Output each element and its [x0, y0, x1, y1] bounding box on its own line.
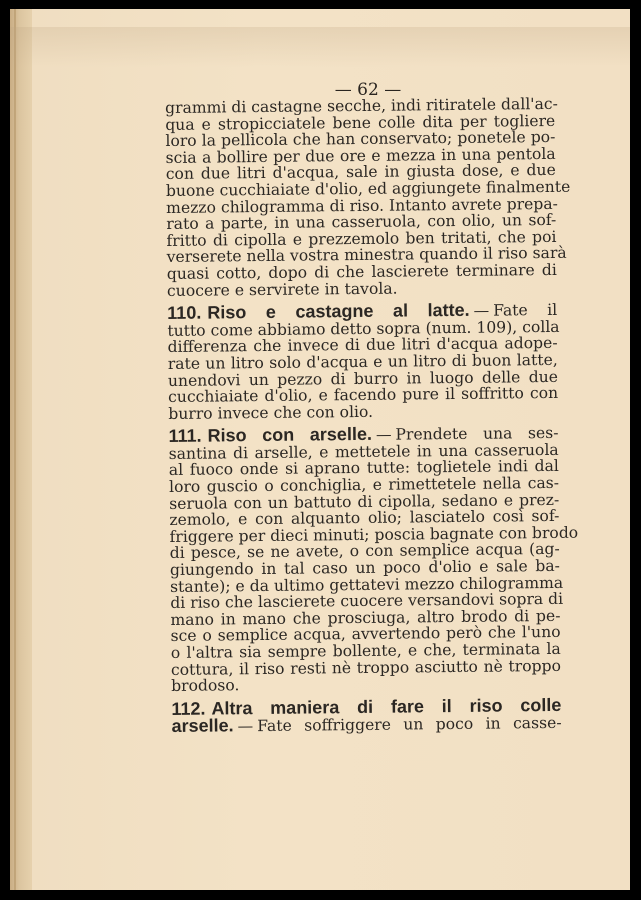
text-fragment: Fate soffriggere un poco in casse-: [257, 714, 562, 736]
text-line: mezzo chilogramma di riso. Intanto avrete prepa-: [166, 194, 558, 217]
text-line: rato a parte, in una casseruola, con olio, un sof-: [166, 211, 557, 234]
text-line: loro guscio o conchiglia, e rimettetele nella cas-: [168, 473, 560, 497]
recipe-title: Altra maniera di fare il riso colle: [211, 694, 562, 719]
page-number: — 62 —: [334, 80, 402, 100]
text-line: differenza che invece di due litri d'acqua adope-: [167, 334, 558, 357]
text-line: tutto come abbiamo detto sopra (num. 109), colla: [167, 317, 560, 340]
text-line: al fuoco onde si aprano tutte: toglietele indi dal: [168, 457, 559, 480]
text-line: di pesce, se ne avete, o con semplice acqua (ag-: [169, 540, 560, 563]
text-line: cuocere e servirete in tavola.: [166, 279, 398, 300]
text-line: brodoso.: [171, 676, 240, 696]
text-line: cottura, il riso resti nè troppo asciutto nè troppo: [170, 656, 562, 679]
text-fragment: Fate il: [493, 301, 558, 320]
text-line: giungendo in tal caso un poco d'olio e sale ba-: [169, 556, 560, 580]
page-text: [164, 94, 579, 737]
recipe-title: Riso e castagne al latte.: [207, 299, 470, 323]
recipe-number: 111.: [168, 425, 202, 447]
text-line: cucchiaiate d'olio, e facendo pure il soffritto con: [168, 383, 559, 407]
em-dash: —: [237, 717, 254, 736]
book-spine: [10, 9, 32, 890]
text-line: fritto di cipolla e prezzemolo ben tritati, che poi: [166, 227, 557, 250]
spine-crease: [14, 9, 16, 890]
recipe-number: 112.: [171, 698, 206, 719]
text-line: grammi di castagne secche, indi ritiratele dall'ac-: [164, 94, 558, 117]
text-line: loro la pellicola che han conservato; ponetele po-: [165, 128, 556, 151]
text-line: burro invece che con olio.: [168, 402, 374, 423]
text-line: friggere per dieci minuti; poscia bagnate con brodo: [169, 523, 579, 546]
text-line: rate un litro solo d'acqua e un litro di buon latte,: [167, 350, 558, 373]
page-stain: [10, 27, 630, 67]
text-line: mano in mano che prosciuga, altro brodo di pe-: [170, 606, 561, 629]
text-fragment: Prendete una ses-: [395, 424, 559, 444]
text-line: sce o semplice acqua, avvertendo però che l'uno: [170, 623, 561, 646]
em-dash: —: [375, 425, 392, 445]
text-line: quasi cotto, dopo di che lascierete terminare di: [166, 260, 557, 283]
text-line: verserete nella vostra minestra quando il riso sarà: [166, 244, 567, 267]
text-line: unendovi un pezzo di burro in luogo delle due: [167, 367, 559, 390]
text-line: di riso che lascierete cuocere versandovi sopra di: [170, 590, 564, 613]
recipe-title: Riso con arselle.: [207, 424, 373, 446]
text-line: zemolo, e con alquanto olio; lasciatelo così sof-: [169, 507, 560, 530]
recipe-title-continued: arselle.: [171, 715, 234, 737]
text-line: seruola con un battuto di cipolla, sedano e prez-: [169, 490, 560, 513]
text-line: buone cucchiaiate d'olio, ed aggiungete finalmente: [165, 177, 571, 200]
text-line: santina di arselle, e mettetele in una casseruola: [168, 440, 559, 463]
em-dash: —: [473, 301, 490, 320]
text-line: qua e stropicciatele bene colle dita per togliere: [165, 111, 556, 134]
text-line: o l'altra sia sempre bollente, e che, terminata la: [170, 639, 561, 662]
text-line: scia a bollire per due ore e mezza in una pentola: [165, 144, 556, 167]
text-line: con due litri d'acqua, sale in giusta dose, e due: [165, 161, 556, 184]
recipe-112-second-line: [171, 714, 561, 736]
recipe-number: 110.: [167, 302, 202, 324]
text-line: stante); e da ultimo gettatevi mezzo chilogramma: [170, 573, 564, 596]
